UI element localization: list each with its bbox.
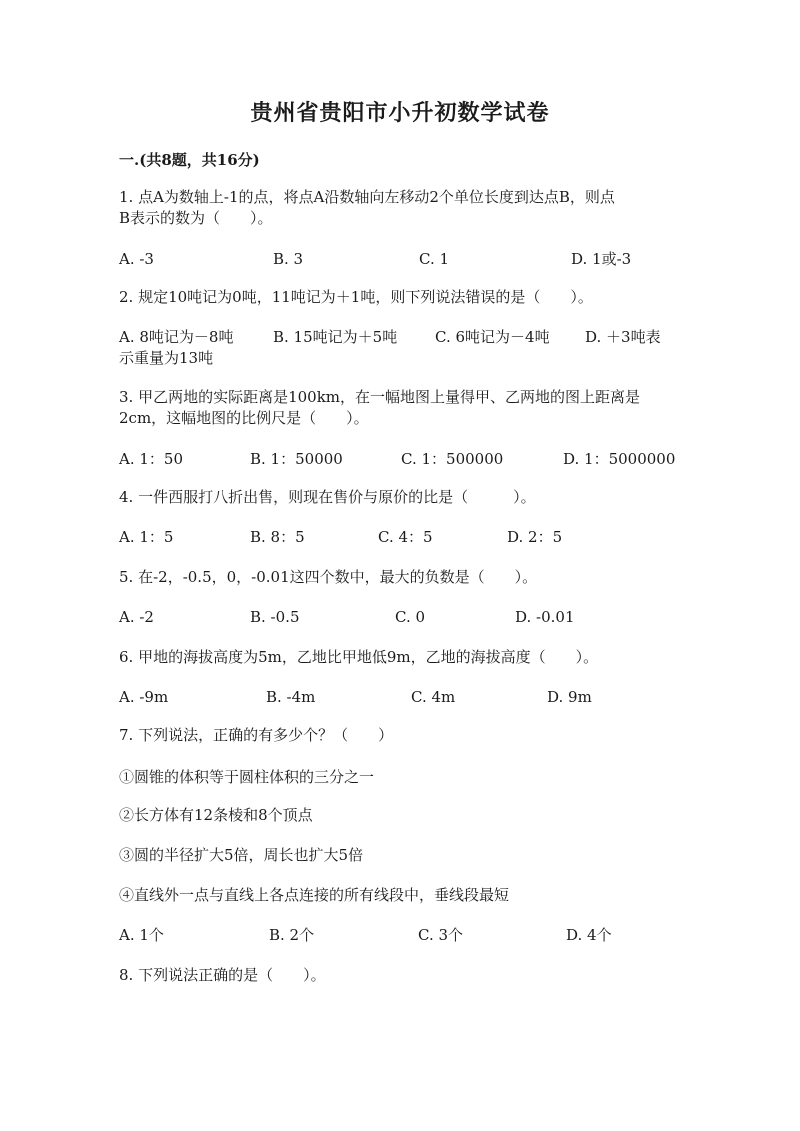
q7-option-a[interactable]: A. 1个 [119,926,164,944]
q1-option-b[interactable]: B. 3 [273,250,304,268]
q4-option-c[interactable]: C. 4：5 [378,528,433,546]
q2-options [119,326,689,348]
q3-stem-line2: 2cm，这幅地图的比例尺是（ ）。 [119,409,369,427]
q7-statement-1: ①圆锥的体积等于圆柱体积的三分之一 [119,768,375,786]
q7-statement-3: ③圆的半径扩大5倍，周长也扩大5倍 [119,846,364,864]
q1-options [119,248,689,270]
q5-option-c[interactable]: C. 0 [395,608,426,626]
q6-options [119,686,689,708]
q7-stem-line1: 7. 下列说法，正确的有多少个？（ ） [119,726,394,744]
q1-option-a[interactable]: A. -3 [119,250,154,268]
q6-option-b[interactable]: B. -4m [266,688,316,706]
q6-option-c[interactable]: C. 4m [411,688,456,706]
q6-stem-line1: 6. 甲地的海拔高度为5m，乙地比甲地低9m，乙地的海拔高度（ ）。 [119,648,599,666]
q4-stem-line1: 4. 一件西服打八折出售，则现在售价与原价的比是（ ）。 [119,488,536,506]
q1-option-d[interactable]: D. 1或-3 [571,250,632,268]
q6-option-d[interactable]: D. 9m [547,688,592,706]
q4-option-a[interactable]: A. 1：5 [119,528,174,546]
q2-option-d-wrap: 示重量为13吨 [119,349,214,367]
q7-option-d[interactable]: D. 4个 [566,926,612,944]
q5-option-b[interactable]: B. -0.5 [250,608,300,626]
q3-option-c[interactable]: C. 1：500000 [401,450,504,468]
q1-option-c[interactable]: C. 1 [419,250,450,268]
q2-option-b[interactable]: B. 15吨记为＋5吨 [273,328,398,346]
q2-option-a[interactable]: A. 8吨记为－8吨 [119,328,234,346]
q5-stem-line1: 5. 在-2，-0.5，0，-0.01这四个数中，最大的负数是（ ）。 [119,568,538,586]
q7-option-c[interactable]: C. 3个 [418,926,464,944]
page-title: 贵州省贵阳市小升初数学试卷 [250,100,550,126]
q3-stem-line1: 3. 甲乙两地的实际距离是100km，在一幅地图上量得甲、乙两地的图上距离是 [119,388,641,406]
q3-option-d[interactable]: D. 1：5000000 [563,450,676,468]
q2-stem-line1: 2. 规定10吨记为0吨，11吨记为＋1吨，则下列说法错误的是（ ）。 [119,288,593,306]
q4-option-d[interactable]: D. 2：5 [507,528,563,546]
q5-option-a[interactable]: A. -2 [119,608,154,626]
q3-option-b[interactable]: B. 1：50000 [250,450,343,468]
q8-stem-line1: 8. 下列说法正确的是（ ）。 [119,966,326,984]
q7-statement-2: ②长方体有12条棱和8个顶点 [119,806,313,824]
q4-options [119,526,689,548]
q7-statement-4: ④直线外一点与直线上各点连接的所有线段中，垂线段最短 [119,886,510,904]
q2-option-d[interactable]: D. ＋3吨表 [585,328,661,346]
q5-option-d[interactable]: D. -0.01 [515,608,575,626]
q1-stem-line1: 1. 点A为数轴上-1的点，将点A沿数轴向左移动2个单位长度到达点B，则点 [119,188,615,206]
q6-option-a[interactable]: A. -9m [119,688,169,706]
q3-options [119,448,689,470]
q4-option-b[interactable]: B. 8：5 [250,528,305,546]
q3-option-a[interactable]: A. 1：50 [119,450,183,468]
q1-stem-line2: B表示的数为（ ）。 [119,209,273,227]
q7-options [119,924,689,946]
section-heading: 一.(共8题，共16分) [119,151,260,169]
q7-option-b[interactable]: B. 2个 [269,926,315,944]
q2-option-c[interactable]: C. 6吨记为－4吨 [435,328,550,346]
q5-options [119,606,689,628]
